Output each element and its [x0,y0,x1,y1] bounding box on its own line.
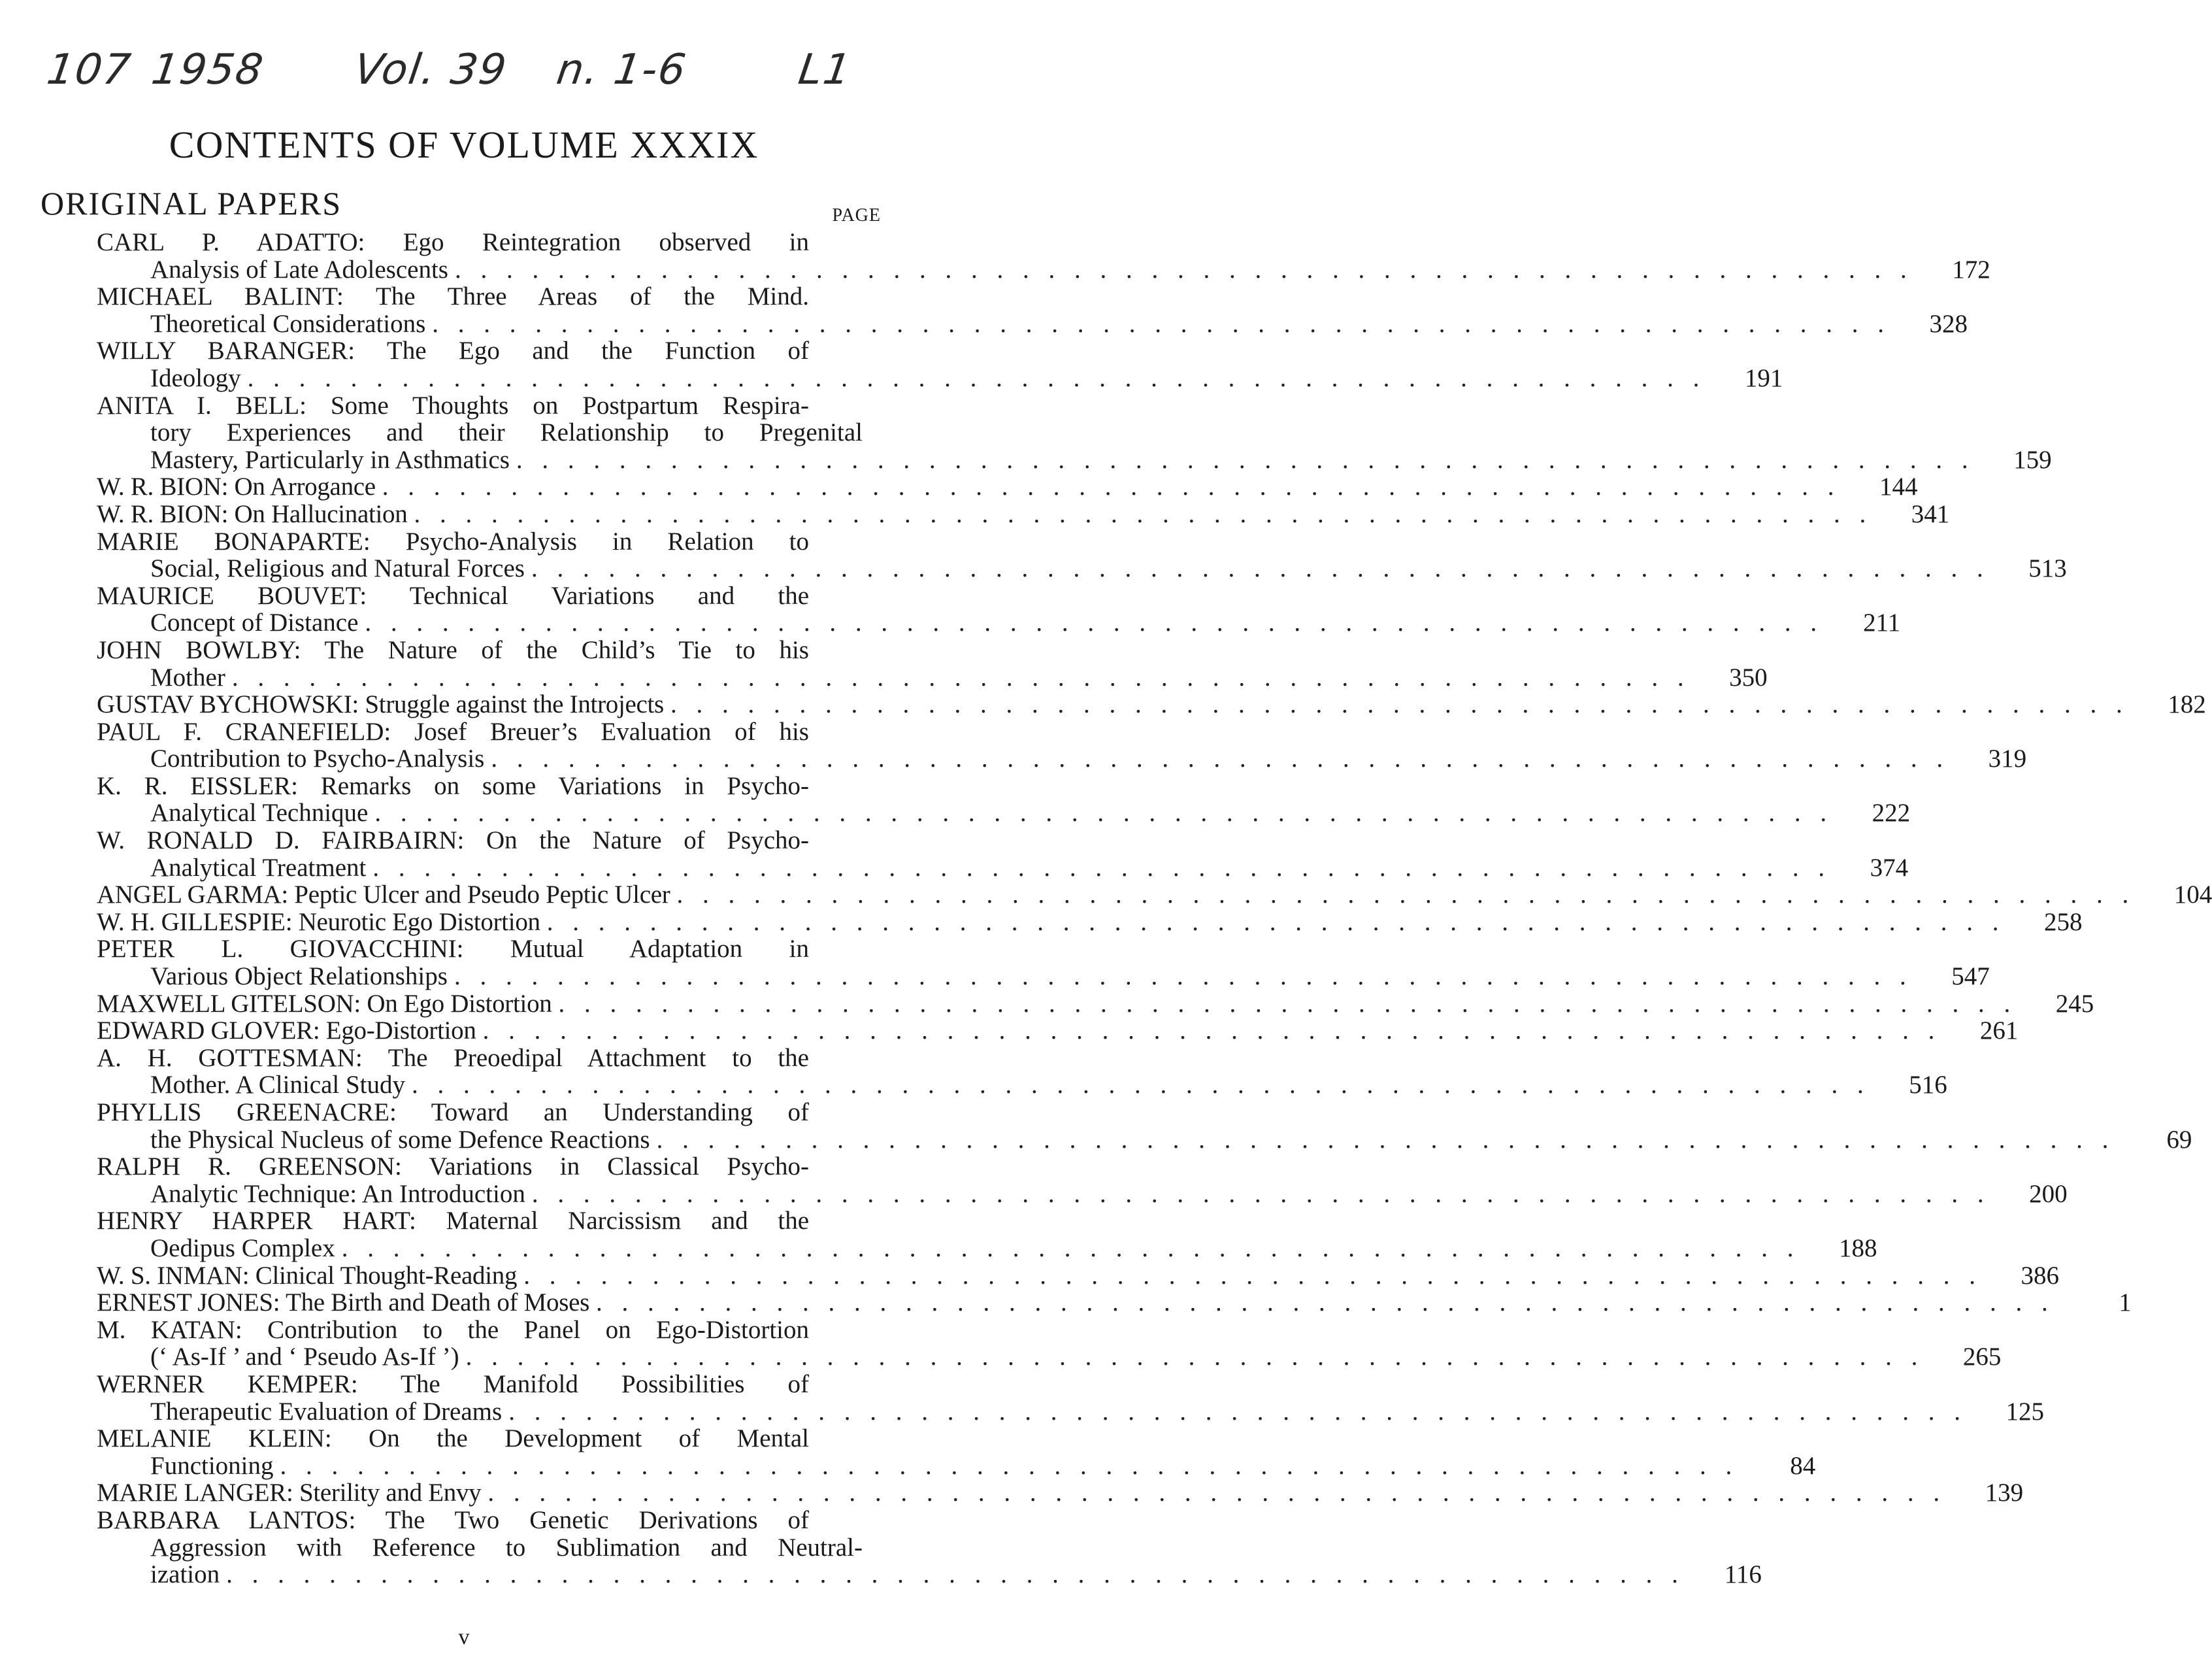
entry-text: MAXWELL GITELSON: On Ego Distortion [97,989,552,1018]
page-number: 172 [1952,255,1990,284]
entry-text: Mother [150,663,225,692]
dot-leader [510,446,1975,474]
entry-line [97,1451,1816,1480]
contents-entry [97,690,2206,719]
entry-line [97,690,2206,719]
page-number: 104 [2173,880,2212,909]
entry-text: MARIE LANGER: Sterility and Envy [97,1479,482,1507]
entry-text: Mastery, Particularly in Asthmatics [150,445,510,474]
page-number: 513 [2028,554,2067,583]
entry-line: tory Experiences and their Relationship to Pregenital [150,418,863,447]
contents-entry [97,1505,1762,1589]
entry-line [97,1479,2024,1507]
entry-line [97,554,2067,583]
page-number: 144 [1879,473,1918,501]
entry-line [97,853,1909,882]
entry-text: Social, Religious and Natural Forces [150,554,525,583]
entry-line [97,799,1911,828]
entry-line [97,907,2083,936]
entry-line [97,473,1918,501]
entry-text: W. R. BION: On Arrogance [97,473,376,501]
entry-line: W. RONALD D. FAIRBAIRN: On the Nature of Psycho- [97,826,809,855]
dot-leader [476,1017,1941,1045]
entry-line [97,1179,2068,1208]
dot-leader [664,691,2129,718]
contents-entry [97,337,1783,392]
contents-entry [97,1016,2019,1045]
page-number: 84 [1790,1451,1816,1480]
contents-list [97,228,2212,1589]
contents-entry [97,1261,2059,1290]
dot-leader [502,1398,1967,1426]
entry-text: Mother. A Clinical Study [150,1071,406,1099]
entry-text: Oedipus Complex [150,1233,335,1262]
entry-text: W. H. GILLESPIE: Neurotic Ego Distortion [97,907,540,936]
entry-text: EDWARD GLOVER: Ego-Distortion [97,1016,476,1045]
contents-entry [97,581,1901,637]
entry-text: ization [150,1560,220,1589]
dot-leader [220,1561,1685,1588]
page-number: 258 [2043,907,2083,936]
entry-line: PHYLLIS GREENACRE: Toward an Understanding of [97,1098,809,1126]
entry-line [97,1288,2132,1317]
page-number: 222 [1872,799,1911,828]
dot-leader [552,990,2017,1018]
entry-text: Analytical Technique [150,799,369,828]
entry-line: CARL P. ADATTO: Ego Reintegration observed in [97,228,809,256]
page-number: 116 [1724,1560,1762,1589]
page-number: 125 [2006,1397,2044,1426]
entry-line: Aggression with Reference to Sublimation and Neutral- [150,1533,863,1562]
contents-entry [97,826,1909,882]
page-number: 350 [1729,663,1768,692]
contents-entry [97,1207,1877,1262]
entry-line [97,255,1990,284]
dot-leader [425,310,1890,338]
entry-line: WERNER KEMPER: The Manifold Possibilities of [97,1369,809,1398]
entry-text: Various Object Relationships [150,962,448,991]
entry-line [97,1261,2059,1290]
entry-line: WILLY BARANGER: The Ego and the Function of [97,337,809,365]
entry-line: ANITA I. BELL: Some Thoughts on Postpartum Respira- [97,391,809,420]
entry-text: Theoretical Considerations [150,309,426,338]
entry-text: the Physical Nucleus of some Defence Reactions [150,1125,650,1154]
contents-entry [97,1288,2132,1317]
page-number: 245 [2055,989,2094,1018]
page-number: 516 [1909,1071,1947,1099]
dot-leader [540,909,2006,936]
entry-text: W. S. INMAN: Clinical Thought-Reading [97,1261,518,1290]
dot-leader [335,1235,1800,1262]
handwritten-issues: n. 1-6 [553,46,690,94]
dot-leader [448,963,1913,990]
entry-line: MARIE BONAPARTE: Psycho-Analysis in Relation to [97,527,809,556]
entry-line: HENRY HARPER HART: Maternal Narcissism and the [97,1207,809,1235]
entry-line: MELANIE KLEIN: On the Development of Mental [97,1424,809,1453]
entry-line [97,609,1901,637]
entry-line [97,989,2094,1018]
entry-line: PAUL F. CRANEFIELD: Josef Breuer’s Evaluation of his [97,717,809,746]
entry-text: Functioning [150,1451,274,1480]
entry-text: W. R. BION: On Hallucination [97,499,408,528]
entry-line: K. R. EISSLER: Remarks on some Variations in Psycho- [97,771,809,800]
contents-entry [97,771,1911,828]
contents-entry [97,1098,2192,1154]
dot-leader [407,501,1872,528]
entry-line [97,1560,1762,1589]
contents-entry [97,1424,1816,1480]
entry-line [97,1016,2019,1045]
contents-entry [97,907,2083,936]
entry-text: Concept of Distance [150,609,359,637]
page-number: 547 [1951,962,1990,991]
contents-entry [97,473,1918,501]
entry-line: PETER L. GIOVACCHINI: Mutual Adaptation in [97,935,809,964]
entry-line [97,1343,2002,1371]
entry-text: ERNEST JONES: The Birth and Death of Moses [97,1288,589,1317]
entry-text: Ideology [150,363,241,392]
contents-entry [97,1152,2068,1208]
entry-text: Analytic Technique: An Introduction [150,1179,525,1208]
entry-text: GUSTAV BYCHOWSKI: Struggle against the Introjects [97,690,664,719]
entry-line [97,445,2052,474]
entry-line: MICHAEL BALINT: The Three Areas of the Mind. [97,282,809,311]
page-title: CONTENTS OF VOLUME XXXIX [169,124,759,166]
page-column-header: PAGE [832,205,881,226]
entry-line [97,962,1990,991]
dot-leader [589,1289,2055,1316]
entry-line: M. KATAN: Contribution to the Panel on Ego-Distortion [97,1315,809,1344]
entry-line: A. H. GOTTESMAN: The Preoedipal Attachment to the [97,1043,809,1072]
handwritten-shelf-mark: L1 [795,46,855,94]
dot-leader [525,1181,1990,1208]
entry-line: RALPH R. GREENSON: Variations in Classical Psycho- [97,1152,809,1181]
page-number: 265 [1962,1343,2002,1371]
dot-leader [448,256,1913,284]
contents-entry [97,1043,1947,1099]
page-number: 341 [1911,499,1950,528]
entry-text: (‘ As-If ’ and ‘ Pseudo As-If ’) [150,1343,459,1371]
dot-leader [241,365,1706,392]
entry-text: Analysis of Late Adolescents [150,255,448,284]
dot-leader [459,1343,1924,1371]
page-number: 139 [1985,1479,2024,1507]
entry-text: Analytical Treatment [150,853,367,882]
contents-entry [97,935,1990,991]
handwritten-number: 107 [44,46,135,94]
page-number: 1 [2119,1288,2132,1317]
dot-leader [670,881,2135,909]
page-number: 261 [1979,1016,2019,1045]
contents-entry [97,880,2212,909]
section-heading: ORIGINAL PAPERS [41,185,342,222]
dot-leader [405,1071,1870,1099]
dot-leader [376,473,1841,501]
contents-entry [97,527,2067,583]
page-number: 211 [1863,609,1901,637]
contents-entry [97,282,1968,338]
contents-entry [97,1479,2024,1507]
page-number: 182 [2168,690,2206,719]
entry-text: ANGEL GARMA: Peptic Ulcer and Pseudo Peptic Ulcer [97,880,670,909]
handwritten-annotation [41,46,887,118]
page-number: 69 [2166,1125,2192,1154]
entry-line [97,309,1968,338]
entry-line [97,745,2027,773]
entry-line [97,880,2212,909]
contents-entry [97,635,1768,692]
page-number: 159 [2013,445,2052,474]
dot-leader [484,745,1949,773]
contents-entry [97,1369,2044,1426]
entry-line: JOHN BOWLBY: The Nature of the Child’s Tie to his [97,635,809,664]
dot-leader [650,1126,2115,1154]
entry-line [97,663,1768,692]
entry-line [97,363,1783,392]
entry-text: Therapeutic Evaluation of Dreams [150,1397,503,1426]
page-number: 386 [2021,1261,2059,1290]
contents-entry [97,989,2094,1018]
entry-line: BARBARA LANTOS: The Two Genetic Derivations of [97,1505,809,1534]
contents-entry [97,499,1950,528]
entry-line [97,1071,1947,1099]
page-number: 374 [1870,853,1909,882]
entry-line: MAURICE BOUVET: Technical Variations and the [97,581,809,610]
contents-entry [97,228,1990,284]
entry-line [97,1397,2044,1426]
dot-leader [358,609,1823,637]
entry-line [97,1233,1877,1262]
entry-text: Contribution to Psycho-Analysis [150,745,485,773]
dot-leader [368,799,1833,827]
page-number: 191 [1744,363,1783,392]
page-number: 328 [1929,309,1968,338]
page-folio: v [458,1625,470,1649]
page-number: 188 [1838,1233,1877,1262]
dot-leader [225,664,1691,692]
page-number: 319 [1988,745,2027,773]
contents-entry [97,717,2027,773]
dot-leader [517,1262,1982,1290]
entry-line [97,499,1950,528]
dot-leader [366,854,1831,882]
page-number: 200 [2029,1179,2068,1208]
dot-leader [274,1452,1739,1480]
contents-entry [97,1315,2002,1371]
handwritten-volume: Vol. 39 [351,46,510,94]
dot-leader [481,1479,1946,1507]
handwritten-year: 1958 [148,46,267,94]
contents-entry [97,391,2052,474]
dot-leader [525,555,1990,582]
entry-line [97,1125,2192,1154]
